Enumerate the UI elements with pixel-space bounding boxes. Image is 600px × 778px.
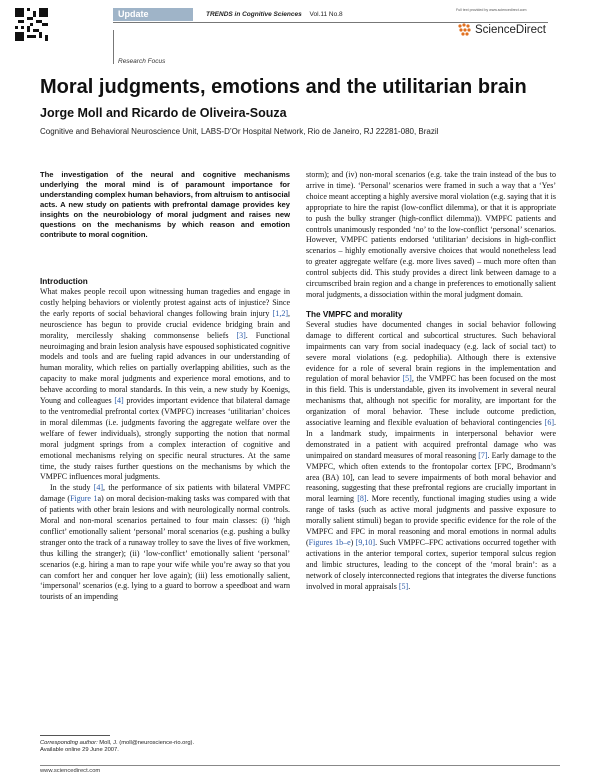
citation-link[interactable]: [7] — [478, 450, 488, 460]
sciencedirect-logo — [456, 18, 556, 38]
introduction-paragraph-1: What makes people recoil upon witnessing human tragedies and engage in costly helping behaviors or violently protest against acts of injustice? Since the early reports of social behavioral changes following brain injury [1,2], neuroscience has begun to provide crucial evidence bridging brain and morality, mercilessly shaking commonsense beliefs [3]. Functional neuroimaging and brain lesion analysis have espoused sophisticated cognitive models and tools and are fueling rapid advances in our understanding of human morality, which relies on partially overlapping abilities, such as the capacity to make moral judgments and experience moral emotions, and to behave according to moral standards. In this vein, a new study by Koenigs, Young and colleagues [4] provides important evidence that bilateral damage to the ventromedial prefrontal cortex (VMPFC) increases ‘utilitarian’ choices in moral dilemmas (i.e. judgments favoring the aggregate welfare over the welfare of fewer individuals), strongly supporting the notion that normal moral judgment springs from a complex interaction of cognitive and emotional mechanisms relying on specific neural structures. At the same time, the study raises further questions on the mechanisms by which the VMPFC influences moral judgments. — [40, 287, 290, 482]
figure-link[interactable]: Figure 1 — [70, 494, 98, 504]
article-authors: Jorge Moll and Ricardo de Oliveira-Souza — [40, 106, 287, 120]
available-online: Available online 29 June 2007. — [40, 747, 119, 754]
section-label: Research Focus — [118, 58, 166, 65]
citation-link[interactable]: [8] — [357, 494, 367, 504]
journal-info — [206, 8, 343, 21]
sciencedirect-fulltext-note: Full text provided by www.sciencedirect.com — [456, 8, 527, 12]
vmpfc-paragraph: Several studies have documented changes in social behavior following damage to different cortical and subcortical structures. Such behavioral impairments can vary from social inadequacy (e.g. lack of social tact) to severe moral violations (e.g. pedophilia). Although there is extensive evidence for a role of several brain regions in the implementation and regulation of moral behavior [5], the VMPFC has been focused on the most in this field. This is understandable, given its involvement in several neural mechanisms that, although not specific for morality, are important for the organization of moral behavior. These include outcome prediction, associative learning and flexible evaluation of behavioral contingencies [6]. In a landmark study, impairments in interpersonal behavior were demonstrated in a patient with acquired prefrontal damage who was unimpaired on standard measures of moral reasoning [7]. Early damage to the VMPFC, which often extends to the frontopolar cortex [FPC, Brodmann’s area (BA) 10], can lead to severe impairments of both moral behavior and reasoning, suggesting that these prefrontal regions are crucially important in moral learning [8]. More recently, functional imaging studies using a wide range of tasks (such as active moral judgments and passive exposure to morally salient stimuli) began to provide specific evidence for the role of the VMPFC and FPC in moral reasoning and moral emotions in normal adults (Figures 1b–e) [9,10]. Such VMPFC–FPC activations occurred together with activations in the anterior temporal cortex, superior temporal sulcus region and limbic structures, leading to the concept of the ‘moral brain’: as a network of closely interconnected regions that integrates the diverse functions involved in moral appraisals [5]. — [306, 319, 557, 591]
update-badge — [113, 8, 193, 21]
citation-link[interactable]: [4] — [93, 483, 104, 493]
article-title: Moral judgments, emotions and the utilitarian brain — [40, 76, 527, 98]
introduction-heading: Introduction — [40, 277, 88, 286]
citation-link[interactable]: [5] — [398, 581, 409, 591]
update-badge-label: Update — [118, 9, 149, 19]
abstract: The investigation of the neural and cognitive mechanisms underlying the moral mind is of paramount importance for understanding complex human behaviors, from altruism to antisocial acts. A new study on patients with prefrontal damage provides key insights on the neurobiology of moral judgment and raises new questions on the mechanisms by which reason and emotion contribute to moral cognition. — [40, 170, 290, 239]
citation-link[interactable]: [4] — [114, 396, 124, 406]
vmpfc-heading: The VMPFC and morality — [306, 309, 403, 319]
citation-link[interactable]: [5] — [402, 374, 412, 384]
article-affiliation: Cognitive and Behavioral Neuroscience Unit, LABS-D’Or Hospital Network, Rio de Janeiro, RJ 22281-080, Brazil — [40, 127, 439, 136]
page-header — [0, 0, 600, 65]
left-column — [40, 170, 290, 603]
figure-link[interactable]: Figures 1b–e — [308, 538, 351, 547]
right-paragraph-1: storm); and (iv) non-moral scenarios (e.g. take the train instead of the bus to arrive in time). ‘Personal’ scenarios were framed in such a way that a ‘Yes’ choice meant accepting a highly aversive moral violation (e.g. saying that it is appropriate to hire the rapist (low-conflict dilemma), or that it is appropriate to push the bulky stranger (high-conflict dilemma)). VMPFC patients and controls unanimously responded ‘no’ to the low-conflict ‘personal’ scenarios. However, VMPFC patients endorsed ‘utilitarian’ decisions in high-conflict scenarios – highly emotionally aversive choices that would nonetheless lead to greater aggregate welfare (e.g. more lives saved) – much more often than control subjects did. This study provides a direct link between damage to a circumscribed brain region and a change in preferences to emotionally salient moral judgments, a dissociation within the moral judgment domain. — [306, 170, 556, 299]
journal-name: TRENDS in Cognitive Sciences — [206, 11, 302, 18]
right-column — [306, 170, 556, 593]
citation-link[interactable]: [9,10] — [355, 538, 376, 547]
footnote — [40, 740, 290, 755]
journal-volume: Vol.11 No.8 — [309, 11, 343, 18]
footnote-rule — [40, 735, 110, 736]
citation-link[interactable]: [3] — [236, 330, 246, 340]
citation-link[interactable]: [6] — [544, 418, 554, 428]
section-divider — [113, 30, 114, 64]
sciencedirect-logo-text: ScienceDirect — [475, 24, 546, 36]
introduction-paragraph-2: In the study [4], the performance of six patients with bilateral VMPFC damage (Figure 1a) on moral decision-making tasks was compared with that of patients with other brain lesions and with neurologically normal controls. Moral and non-moral scenarios pertained to four main classes: (i) ‘high conflict’ emotionally salient ‘personal’ moral scenarios (e.g. pushing a bulky stranger onto the track of a runaway trolley to save the lives of five workmen, thus killing the stranger); (ii) ‘low-conflict’ emotionally salient ‘personal’ scenarios (e.g. hiring a man to rape your wife while you’re away so that you can comfort her and conquer her love again); (iii) less emotionally salient, ‘impersonal’ scenarios (e.g. lying to a guard to borrow a speedboat and warn tourists of an impending — [40, 483, 290, 602]
qr-code-icon — [15, 8, 48, 41]
sciencedirect-logo-icon — [456, 22, 472, 36]
footer-url-link[interactable]: www.sciencedirect.com — [40, 768, 101, 774]
footer-rule — [40, 765, 560, 766]
corresponding-author: Corresponding author: Moll, J. (moll@neuroscience-rio.org). — [40, 740, 195, 746]
citation-link[interactable]: [1,2] — [272, 308, 288, 318]
